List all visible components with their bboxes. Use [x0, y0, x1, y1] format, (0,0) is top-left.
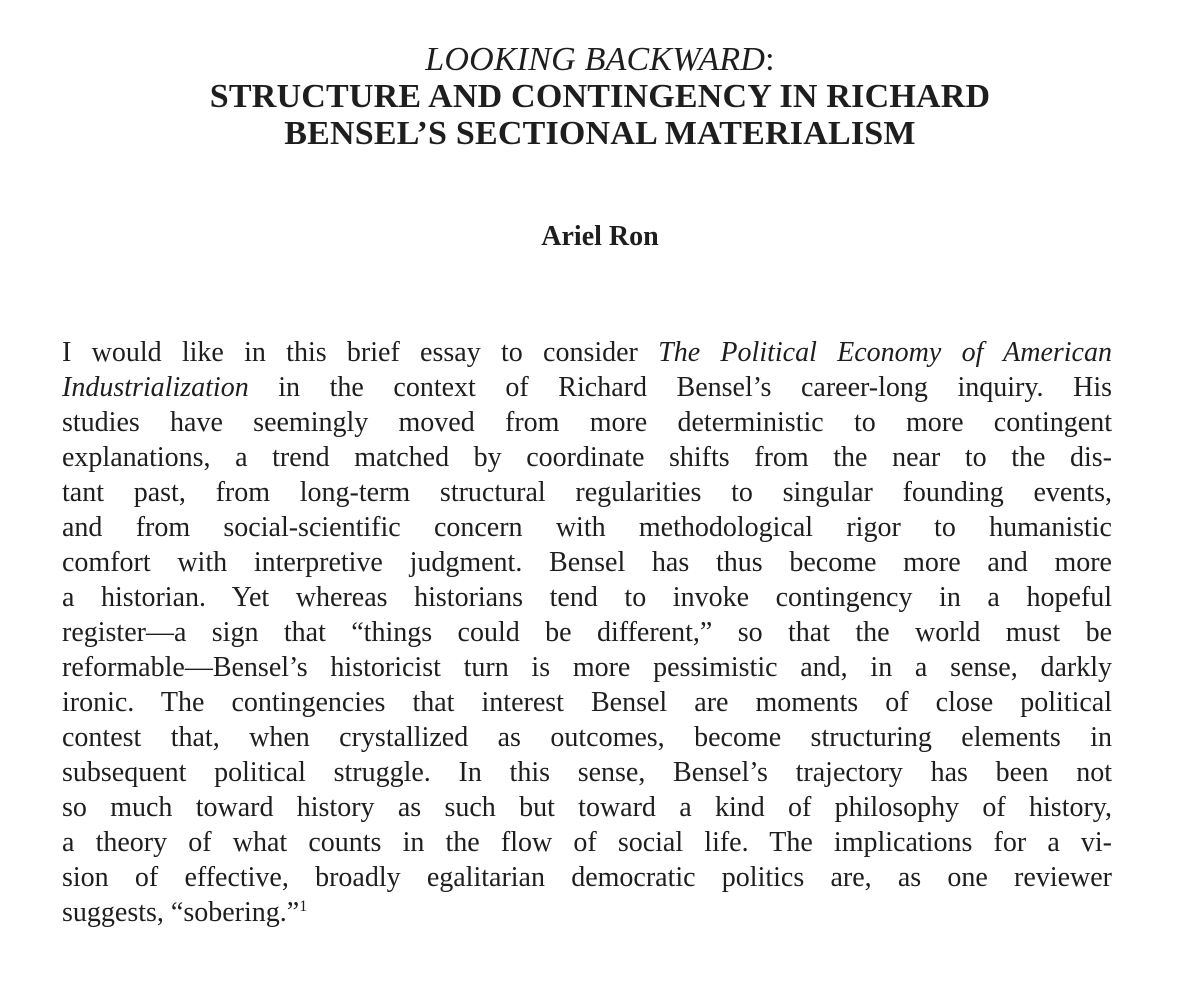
body-line — [62, 335, 1112, 370]
body-line: sion of effective, broadly egalitarian democratic politics are, as one reviewer — [62, 862, 1112, 893]
book-title-italic: The Political Economy of American — [658, 337, 1112, 368]
body-line — [62, 370, 1112, 405]
body-line: contest that, when crystallized as outcomes, become structuring elements in — [62, 722, 1112, 753]
body-text: in the context of Richard Bensel’s career-long inquiry. His — [248, 372, 1112, 403]
body-line: tant past, from long-term structural regularities to singular founding events, — [62, 477, 1112, 508]
title-colon: : — [765, 41, 775, 78]
body-line: reformable—Bensel’s historicist turn is more pessimistic and, in a sense, darkly — [62, 652, 1112, 683]
body-line: register—a sign that “things could be different,” so that the world must be — [62, 617, 1112, 648]
book-title-italic: Industrialization — [62, 372, 249, 403]
title-line-1 — [0, 41, 1200, 78]
body-text: suggests, “sobering.” — [62, 897, 300, 928]
body-line: comfort with interpretive judgment. Bensel has thus become more and more — [62, 547, 1112, 578]
author-name: Ariel Ron — [541, 221, 659, 252]
body-line: studies have seemingly moved from more deterministic to more contingent — [62, 407, 1112, 438]
body-line: a historian. Yet whereas historians tend to invoke contingency in a hopeful — [62, 582, 1112, 613]
body-line: a theory of what counts in the flow of social life. The implications for a vi- — [62, 827, 1112, 858]
title-italic-text: LOOKING BACKWARD — [425, 41, 766, 78]
body-line: so much toward history as such but toward a kind of philosophy of history, — [62, 792, 1112, 823]
body-text: I would like in this brief essay to consider — [62, 337, 659, 368]
body-paragraph — [62, 335, 1112, 930]
body-line: explanations, a trend matched by coordinate shifts from the near to the dis- — [62, 442, 1112, 473]
body-line: and from social-scientific concern with methodological rigor to humanistic — [62, 512, 1112, 543]
title-line-3: BENSEL’S SECTIONAL MATERIALISM — [284, 115, 916, 152]
title-line-2: STRUCTURE AND CONTINGENCY IN RICHARD — [209, 78, 991, 115]
body-line: subsequent political struggle. In this sense, Bensel’s trajectory has been not — [62, 757, 1112, 788]
body-line-last — [62, 895, 1112, 930]
body-line: ironic. The contingencies that interest Bensel are moments of close political — [62, 687, 1112, 718]
article-title — [0, 41, 1200, 152]
footnote-marker[interactable]: 1 — [299, 898, 308, 915]
